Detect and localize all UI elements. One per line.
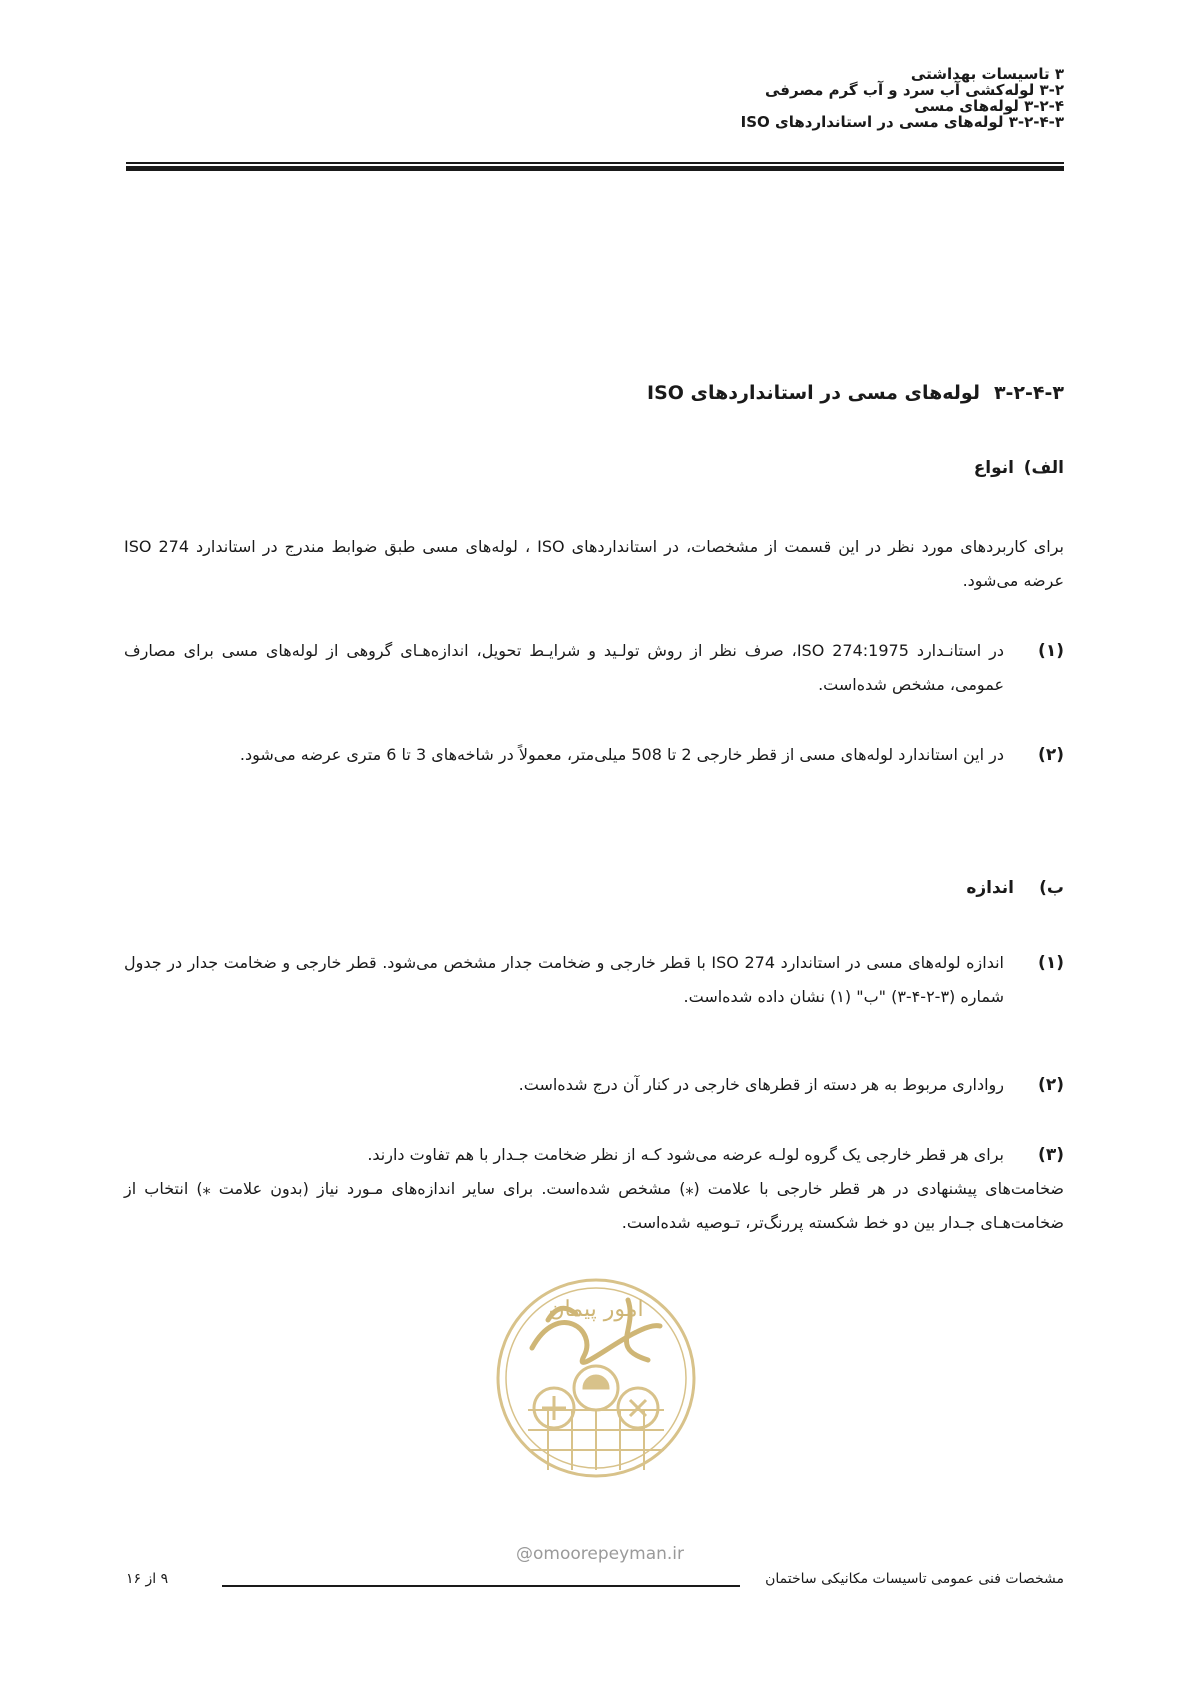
part-a-intro-paragraph: برای کاربردهای مورد نظر در این قسمت از مشخصات، در استانداردهای ISO ، لوله‌های مسی طبق ضوابط مندرج در استاندارد ISO 274 عرضه می‌شود. [124, 537, 1064, 590]
item-text: اندازه لوله‌های مسی در استاندارد ISO 274 با قطر خارجی و ضخامت جدار مشخص می‌شود. قطر خارجی و ضخامت جدار در جدول شماره (۳-۲-۴-۳) "ب" (۱) نشان داده شده‌است. [124, 953, 1005, 1006]
item-text: در استانـدارد ISO 274:1975، صرف نظر از روش تولـید و شرایـط تحویل، اندازه‌هـای گروهی از لوله‌های مسی برای مصارف عمومی، مشخص شده‌است. [124, 641, 1004, 694]
footer-page-number: ۹ از ۱۶ [126, 1571, 169, 1587]
part-b-item-1 [124, 946, 1064, 1014]
part-a-item-2 [124, 738, 1064, 772]
part-a-item-1 [124, 634, 1064, 702]
subheading-b-text: اندازه [966, 878, 1014, 898]
item-number: (۳) [1038, 1145, 1064, 1165]
footer-book-title: مشخصات فنی عمومی تاسیسات مکانیکی ساختمان [765, 1571, 1064, 1587]
item-text-continuation: ضخامت‌های پیشنهادی در هر قطر خارجی با علامت (⁎) مشخص شده‌است. برای سایر اندازه‌های مـورد نیاز (بدون علامت ⁎) انتخاب از ضخامت‌هـای جـدار بین دو خط شکسته پررنگ‌تر، تـوصیه شده‌است. [124, 1179, 1064, 1232]
subheading-b [966, 878, 1064, 898]
subheading-b-letter: ب) [1039, 878, 1064, 898]
item-number: (۲) [1038, 1075, 1064, 1095]
header-rule-thick [126, 166, 1064, 171]
part-b-item-2 [124, 1068, 1064, 1102]
item-number: (۲) [1038, 745, 1064, 765]
header-chapter: ۳ تاسیسات بهداشتی [910, 65, 1064, 83]
item-text: در این استاندارد لوله‌های مسی از قطر خارجی 2 تا 508 میلی‌متر، معمولاً در شاخه‌های 3 تا 6 متری عرضه می‌شود. [239, 745, 1004, 764]
footer-rule [222, 1585, 740, 1587]
section-title [124, 382, 1064, 404]
header-section: ۳-۲ لوله‌کشی آب سرد و آب گرم مصرفی [764, 81, 1064, 99]
subheading-a-letter: الف) [1023, 458, 1064, 478]
running-header [124, 66, 1064, 130]
header-rule-thin [126, 162, 1064, 164]
watermark-url: @omoorepeyman.ir [515, 1544, 685, 1564]
header-subsection: ۳-۲-۴ لوله‌های مسی [914, 97, 1064, 115]
part-b-item-3 [124, 1138, 1064, 1240]
watermark-logo [488, 1260, 704, 1510]
subheading-a-text: انواع [973, 458, 1014, 478]
subheading-a [974, 458, 1064, 478]
section-title-text: لوله‌های مسی در استانداردهای ISO [647, 382, 980, 404]
item-text-first-line: برای هر قطر خارجی یک گروه لولـه عرضه می‌شود کـه از نظر ضخامت جـدار با هم تفاوت دارند. [367, 1145, 1004, 1164]
item-text: رواداری مربوط به هر دسته از قطرهای خارجی در کنار آن درج شده‌است. [518, 1075, 1004, 1094]
section-number: ۳-۲-۴-۳ [993, 382, 1064, 404]
item-number: (۱) [1038, 953, 1064, 973]
item-number: (۱) [1038, 641, 1064, 661]
header-subsubsection: ۳-۲-۴-۳ لوله‌های مسی در استانداردهای ISO [740, 113, 1064, 131]
watermark-text: امور پیمان [548, 1297, 644, 1322]
